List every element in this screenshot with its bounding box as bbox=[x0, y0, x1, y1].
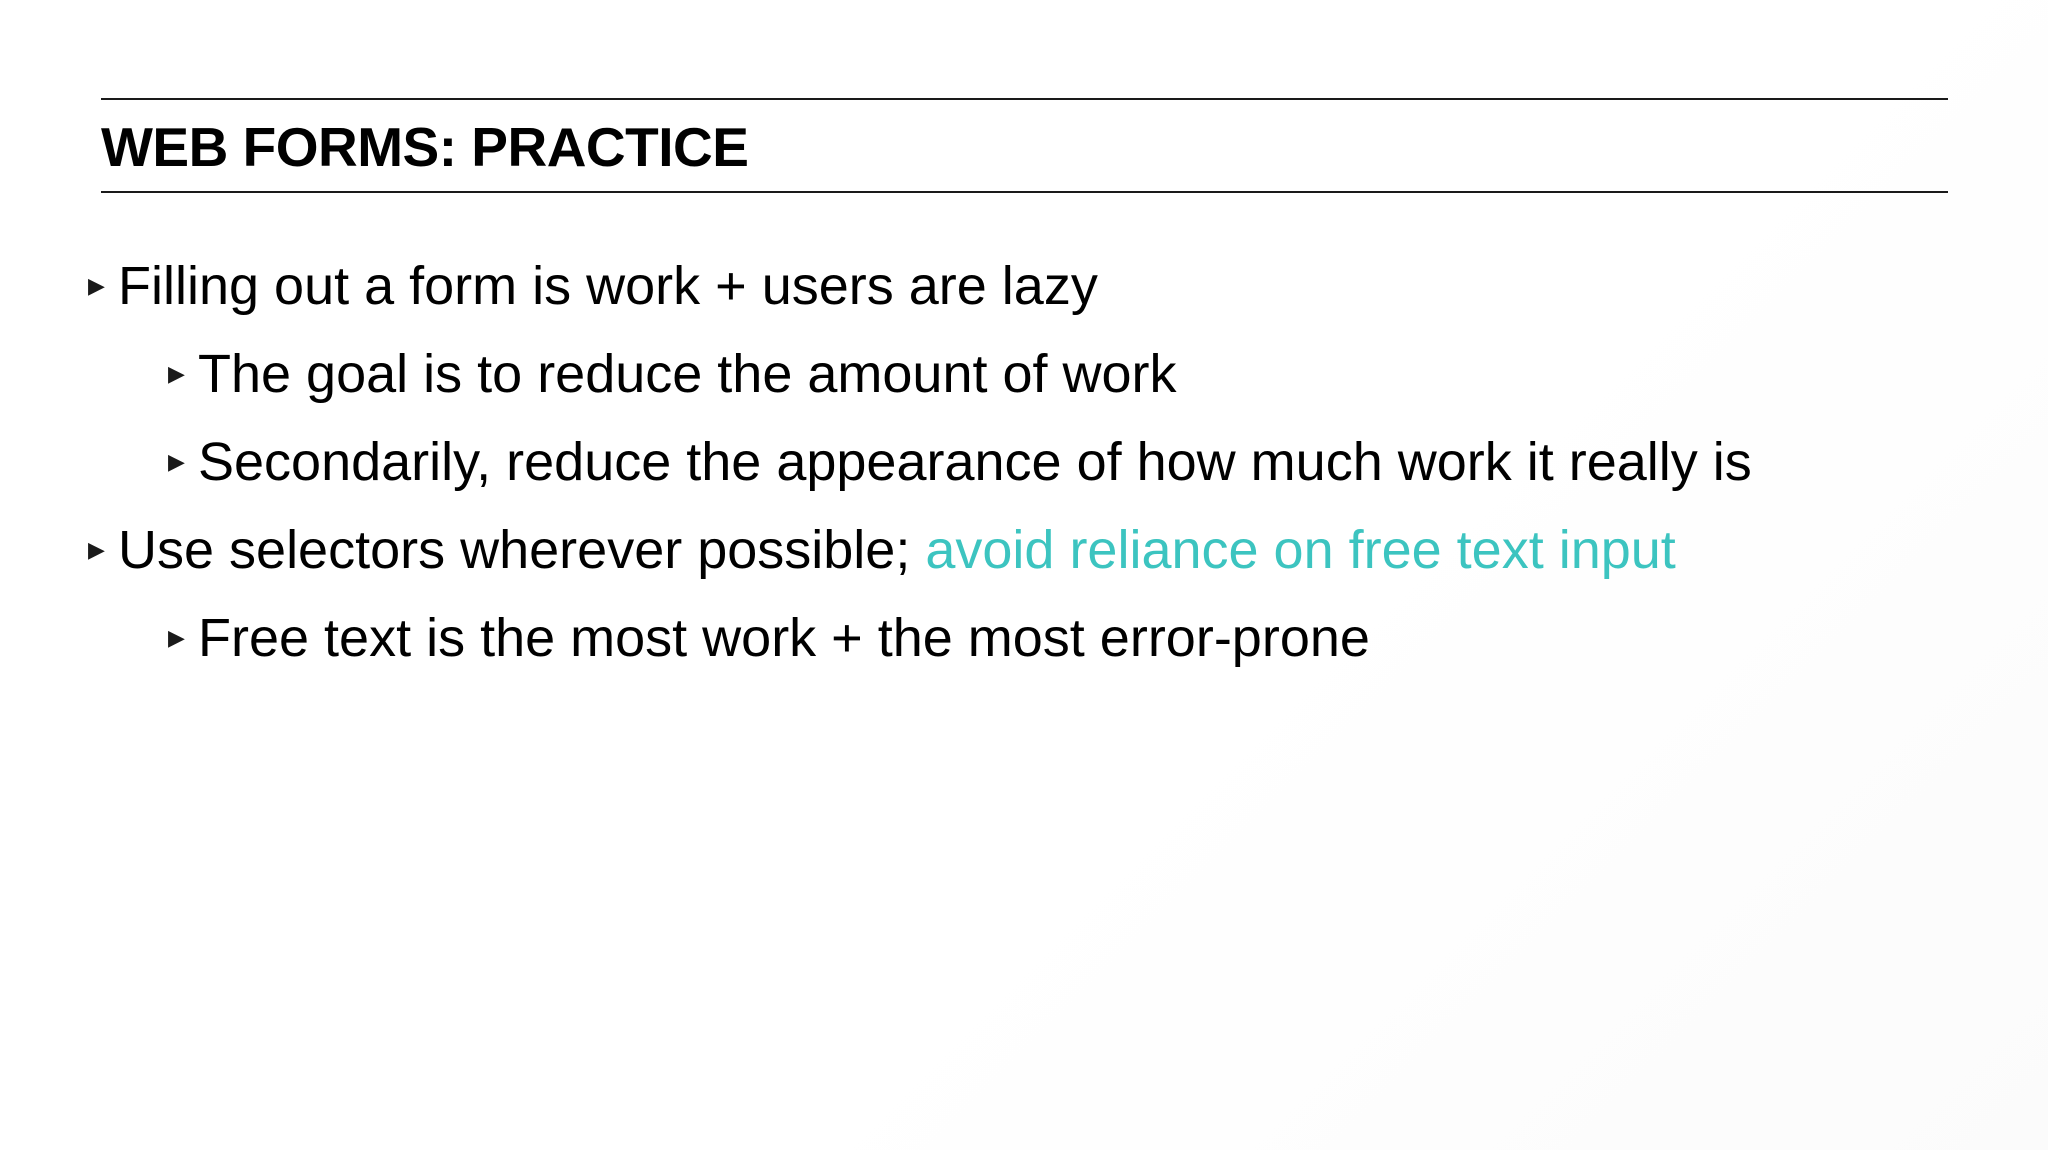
slide-title: WEB FORMS: PRACTICE bbox=[101, 116, 749, 178]
triangle-right-icon: ▶ bbox=[168, 361, 185, 386]
title-top-rule bbox=[101, 98, 1948, 100]
triangle-right-icon: ▶ bbox=[88, 537, 105, 562]
bullet-text: The goal is to reduce the amount of work bbox=[198, 344, 1177, 404]
title-bottom-rule bbox=[101, 191, 1948, 193]
bullet-item bbox=[88, 518, 1676, 582]
bullet-text: Use selectors wherever possible; bbox=[118, 520, 926, 580]
sub-bullet-item bbox=[168, 430, 1752, 494]
triangle-right-icon: ▶ bbox=[168, 449, 185, 474]
bullet-item bbox=[88, 254, 1098, 318]
sub-bullet-item bbox=[168, 342, 1177, 406]
triangle-right-icon: ▶ bbox=[88, 273, 105, 298]
triangle-right-icon: ▶ bbox=[168, 625, 185, 650]
bullet-highlight-text: avoid reliance on free text input bbox=[925, 520, 1676, 580]
bullet-text: Free text is the most work + the most error-prone bbox=[198, 608, 1370, 668]
sub-bullet-item bbox=[168, 606, 1370, 670]
bullet-text: Secondarily, reduce the appearance of how much work it really is bbox=[198, 432, 1752, 492]
bullet-text: Filling out a form is work + users are lazy bbox=[118, 256, 1098, 316]
